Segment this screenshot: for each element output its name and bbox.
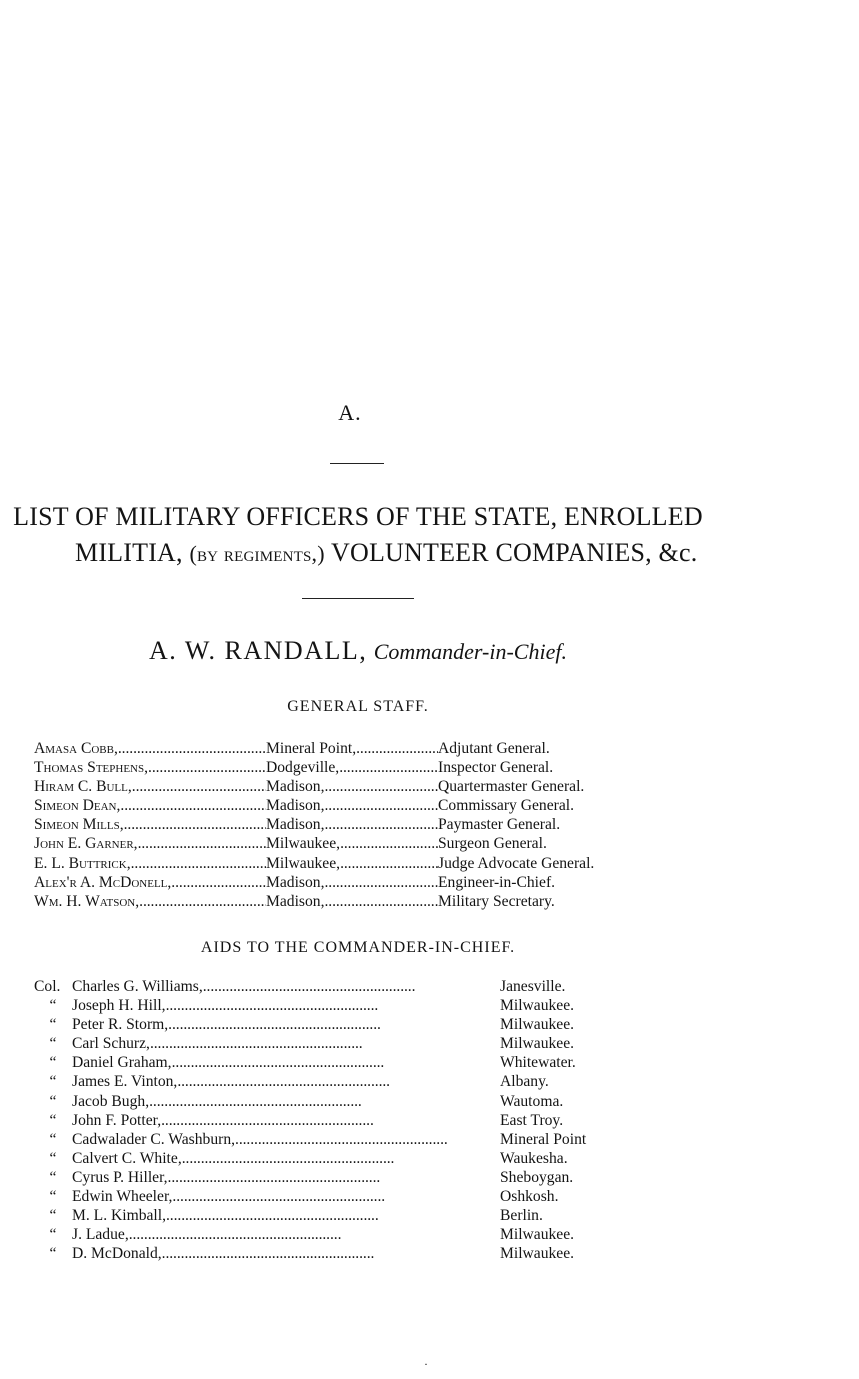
aid-row [34,1244,614,1263]
staff-place: Mineral Point, [266,740,357,757]
aid-row [34,1187,614,1206]
staff-title: Military Secretary. [438,892,555,910]
staff-row [34,815,674,834]
aid-city: Oshkosh. [500,1188,559,1206]
staff-name: John E. Garner, [34,835,138,853]
staff-row [34,777,674,796]
aid-row [34,996,614,1015]
appendix-letter: A. [338,400,362,425]
staff-name: Alex'r A. McDonell, [34,873,172,891]
aid-city: Wautoma. [500,1092,564,1110]
staff-place: Dodgeville, [266,759,340,777]
aid-name: Jacob Bugh, [72,1092,150,1110]
aid-rank: “ [49,1168,57,1186]
aid-name: Daniel Graham, [72,1054,172,1072]
staff-title: Quartermaster General. [438,778,585,796]
aid-city: Milwaukee. [500,1226,575,1244]
aid-name: Edwin Wheeler, [72,1188,173,1206]
staff-row [34,873,674,892]
aid-rank: “ [49,1149,57,1167]
aid-row [34,1015,614,1034]
aid-name: Joseph H. Hill, [72,997,166,1015]
aid-row [34,1206,614,1225]
aid-rank: “ [49,1188,57,1206]
staff-row [34,854,674,873]
staff-title: Adjutant General. [438,740,550,757]
staff-title: Judge Advocate General. [438,854,595,872]
aid-row [34,1149,614,1168]
aid-name: M. L. Kimball, [72,1207,166,1225]
staff-title: Commissary General. [438,797,574,815]
aid-rank: Col. [34,978,61,995]
aid-rank: “ [49,1016,57,1034]
aid-city: Milwaukee. [500,1245,575,1263]
page-mark: · [424,1357,428,1371]
aid-rank: “ [49,1092,57,1110]
general-staff-list [34,739,674,911]
staff-row [34,796,674,815]
aid-name: Cadwalader C. Washburn, [72,1130,236,1148]
aids-heading: AIDS TO THE COMMANDER-IN-CHIEF. [200,939,516,956]
aid-rank: “ [49,1054,57,1072]
aid-city: Whitewater. [500,1054,576,1072]
general-staff-heading: GENERAL STAFF. [287,698,429,715]
aid-name: Charles G. Williams, [72,978,203,995]
staff-title: Paymaster General. [438,816,561,834]
staff-place: Madison, [266,816,325,834]
staff-place: Madison, [266,892,325,910]
staff-name: E. L. Buttrick, [34,854,131,872]
staff-name: Thomas Stephens, [34,759,149,777]
aid-city: East Troy. [500,1111,564,1129]
aid-name: John F. Potter, [72,1111,162,1129]
aid-row [34,1225,614,1244]
staff-name: Simeon Mills, [34,816,124,834]
aid-name: Cyrus P. Hiller, [72,1168,168,1186]
aid-row [34,1092,614,1111]
short-rule [330,463,384,464]
aid-city: Albany. [500,1073,549,1091]
aid-rank: “ [49,1130,57,1148]
page-title-line-2 [75,538,697,568]
aid-rank: “ [49,1111,57,1129]
aid-rank: “ [49,1035,57,1053]
aid-name: James E. Vinton, [72,1073,178,1091]
staff-name: Amasa Cobb, [34,740,118,757]
section-divider-rule [302,598,414,599]
staff-title: Surgeon General. [438,835,547,853]
commander-heading [0,636,716,666]
aid-rank: “ [49,1245,57,1263]
staff-name: Simeon Dean, [34,797,121,815]
aid-row [34,1168,614,1187]
staff-place: Madison, [266,778,325,796]
title-militia: MILITIA, [75,538,183,567]
staff-name: Wm. H. Watson, [34,892,140,910]
aid-city: Berlin. [500,1207,543,1225]
staff-row [34,834,674,853]
staff-row [34,758,674,777]
aid-city: Sheboygan. [500,1168,574,1186]
aid-rank: “ [49,1073,57,1091]
aid-row [34,1034,614,1053]
staff-place: Milwaukee, [266,835,341,853]
staff-place: Milwaukee, [266,854,341,872]
aid-name: J. Ladue, [72,1226,129,1244]
aids-list [34,977,614,1263]
aid-city: Milwaukee. [500,997,575,1015]
aid-rank: “ [49,1207,57,1225]
commander-role: Commander-in-Chief. [373,639,567,664]
title-volunteer-companies: VOLUNTEER COMPANIES, &c. [331,538,698,567]
staff-name: Hiram C. Bull, [34,778,132,796]
aid-name: Carl Schurz, [72,1035,150,1053]
aid-rank: “ [49,997,57,1015]
title-by-regiments: (by regiments,) [189,541,325,566]
aid-city: Waukesha. [500,1149,568,1167]
commander-name: A. W. RANDALL, [149,636,368,665]
staff-row [34,739,674,758]
staff-title: Inspector General. [438,759,554,777]
aid-row [34,1053,614,1072]
aid-row [34,977,614,996]
staff-place: Madison, [266,797,325,815]
aid-name: Calvert C. White, [72,1149,182,1167]
aid-city: Janesville. [500,978,566,995]
aid-row [34,1072,614,1091]
aid-name: D. McDonald, [72,1245,162,1263]
aid-city: Mineral Point [500,1130,587,1148]
aid-name: Peter R. Storm, [72,1016,169,1034]
staff-row [34,892,674,911]
page-title-line-1: LIST OF MILITARY OFFICERS OF THE STATE, ENROLLED [13,502,703,531]
aid-city: Milwaukee. [500,1035,575,1053]
aid-row [34,1111,614,1130]
aid-rank: “ [49,1226,57,1244]
aid-row [34,1130,614,1149]
staff-place: Madison, [266,873,325,891]
staff-title: Engineer-in-Chief. [438,873,556,891]
aid-city: Milwaukee. [500,1016,575,1034]
